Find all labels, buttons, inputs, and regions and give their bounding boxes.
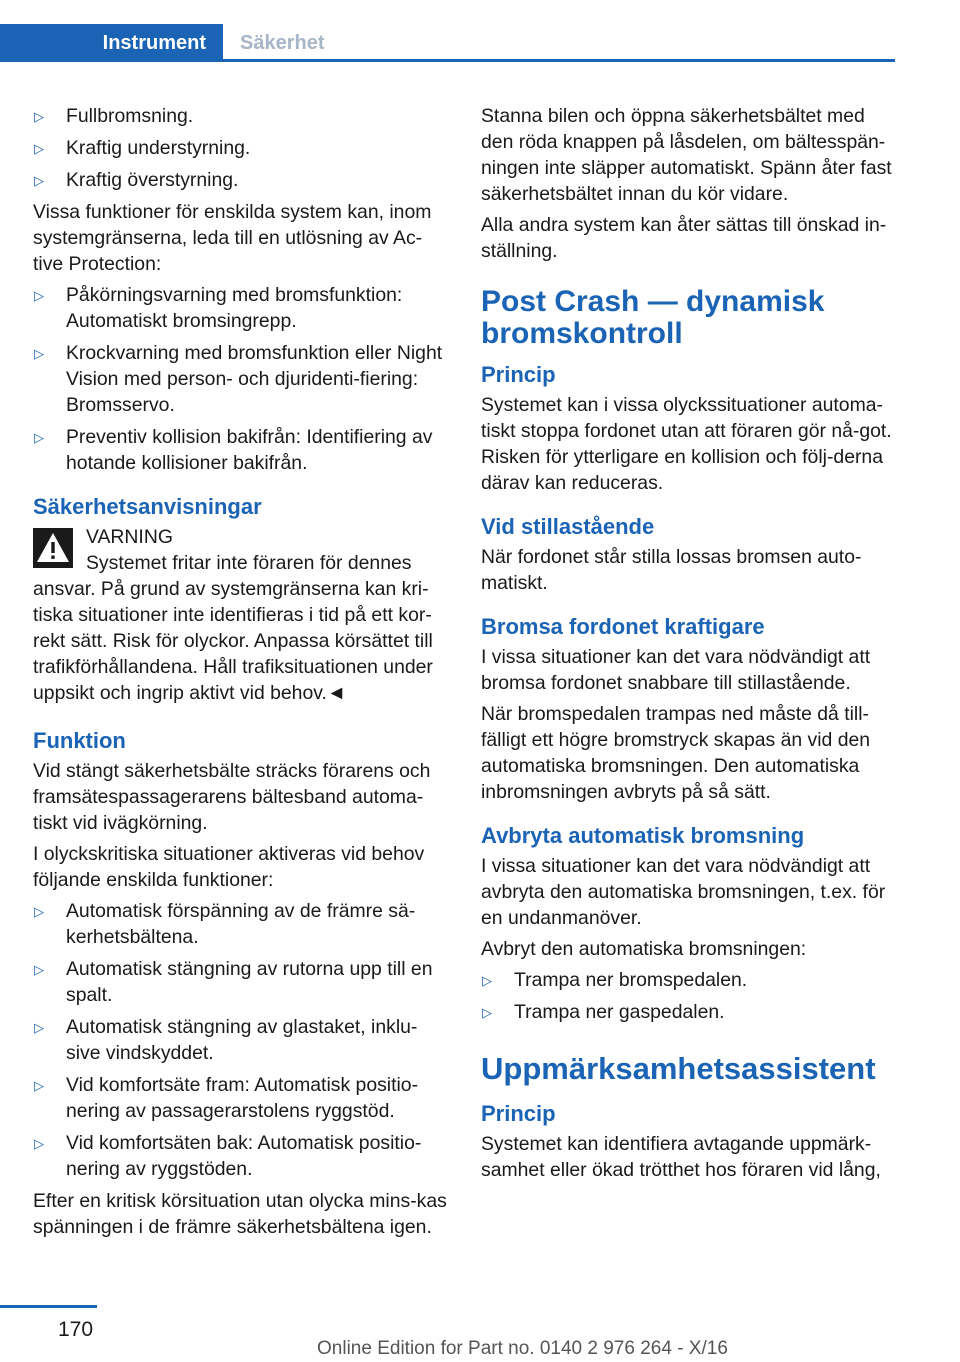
warning-title: VARNING <box>86 526 173 548</box>
edition-note: Online Edition for Part no. 0140 2 976 264 - X/16 <box>317 1338 728 1359</box>
right-column <box>481 103 896 1188</box>
triangle-bullet-icon: ▷ <box>34 1078 44 1093</box>
heading-post-crash: Post Crash — dynamisk bromskontroll <box>481 285 825 350</box>
bullet-list-abort <box>481 967 896 1025</box>
warning-block <box>33 524 448 706</box>
paragraph: Vid stängt säkerhetsbälte sträcks förarens och framsätespassagerarens bältesband automa‐tiskt vid ivägkörning. <box>33 760 431 834</box>
bullet-list-braking <box>33 103 448 193</box>
paragraph: Systemet kan i vissa olyckssituationer automa‐tiskt stoppa fordonet utan att föraren gör nå‐got. Risken för ytterligare en kollision och följ‐derna därav kan reduceras. <box>481 394 892 494</box>
list-item: ▷ Vid komfortsäten bak: Automatisk positio‐nering av ryggstöden. <box>34 1132 422 1180</box>
heading-principle: Princip <box>481 1101 556 1126</box>
list-item: ▷ Automatisk förspänning av de främre sä‐kerhetsbältena. <box>34 900 416 948</box>
left-column <box>33 103 448 1245</box>
heading-safety-notes: Säkerhetsanvisningar <box>33 494 262 519</box>
list-item: ▷ Kraftig överstyrning. <box>33 167 448 193</box>
paragraph: Efter en kritisk körsituation utan olycka mins‐kas spänningen i de främre säkerhetsbältena igen. <box>33 1190 447 1238</box>
list-item: ▷ Krockvarning med bromsfunktion eller Night Vision med person- och djuridenti‐fiering: Bromsservo. <box>34 342 443 416</box>
paragraph: Avbryt den automatiska bromsningen: <box>481 938 807 960</box>
paragraph: Alla andra system kan åter sättas till önskad in‐ställning. <box>481 214 887 262</box>
triangle-bullet-icon: ▷ <box>34 141 44 156</box>
heading-attention-assistant: Uppmärksamhetsassistent <box>481 1051 876 1086</box>
warning-triangle-icon <box>33 528 73 568</box>
header-rule <box>0 59 895 62</box>
heading-function: Funktion <box>33 728 126 753</box>
heading-brake-harder: Bromsa fordonet kraftigare <box>481 614 765 639</box>
paragraph: Vissa funktioner för enskilda system kan, inom systemgränserna, leda till en utlösning av Ac‐tive Protection: <box>33 201 432 275</box>
triangle-bullet-icon: ▷ <box>34 1136 44 1151</box>
paragraph: Systemet kan identifiera avtagande uppmärk‐samhet eller ökad trötthet hos föraren vid lång, <box>481 1133 881 1181</box>
tab-instrument: Instrument <box>0 24 223 62</box>
heading-standstill: Vid stillastående <box>481 514 655 539</box>
list-item: ▷ Kraftig understyrning. <box>33 135 448 161</box>
list-item: ▷ Vid komfortsäte fram: Automatisk positio‐nering av passagerarstolens ryggstöd. <box>34 1074 419 1122</box>
page-header <box>0 24 895 62</box>
triangle-bullet-icon: ▷ <box>34 109 44 124</box>
triangle-bullet-icon: ▷ <box>34 430 44 445</box>
list-item: ▷ Påkörningsvarning med bromsfunktion: Automatiskt bromsingrepp. <box>34 284 403 332</box>
triangle-bullet-icon: ▷ <box>482 1005 492 1020</box>
bullet-list-functions <box>33 898 448 1182</box>
paragraph: I vissa situationer kan det vara nödvändigt att avbryta den automatiska bromsningen, t.ex. för en undanmanöver. <box>481 855 886 929</box>
warning-text: Systemet fritar inte föraren för dennes ansvar. På grund av systemgränserna kan kri‐tiska situationer inte identifieras i tid på ett kor‐rekt sätt. Risk för olyckor. Anpassa körsättet till trafikförhållandena. Håll trafiksituationen under uppsikt och ingrip aktivt vid behov.◄ <box>33 552 433 704</box>
list-item: ▷ Automatisk stängning av glastaket, inklu‐sive vindskyddet. <box>34 1016 418 1064</box>
list-item: ▷ Preventiv kollision bakifrån: Identifiering av hotande kollisioner bakifrån. <box>34 426 433 474</box>
paragraph: Stanna bilen och öppna säkerhetsbältet med den röda knappen på låsdelen, om bältesspän‐ningen inte släpper automatiskt. Spänn åter fast säkerhetsbältet innan du kör vidare. <box>481 105 892 205</box>
paragraph: När bromspedalen trampas ned måste då till‐fälligt ett högre bromstryck skapas än vid den automatiska bromsningen. Den automatiska inbromsningen avbryts på så sätt. <box>481 703 871 803</box>
tab-sakerhet: Säkerhet <box>240 31 325 54</box>
list-item: ▷ Trampa ner gaspedalen. <box>481 999 896 1025</box>
heading-principle: Princip <box>481 362 556 387</box>
paragraph: I olyckskritiska situationer aktiveras vid behov följande enskilda funktioner: <box>33 843 425 891</box>
triangle-bullet-icon: ▷ <box>482 973 492 988</box>
paragraph: I vissa situationer kan det vara nödvändigt att bromsa fordonet snabbare till stillastående. <box>481 646 871 694</box>
triangle-bullet-icon: ▷ <box>34 962 44 977</box>
triangle-bullet-icon: ▷ <box>34 173 44 188</box>
heading-abort-braking: Avbryta automatisk bromsning <box>481 823 805 848</box>
list-item: ▷ Automatisk stängning av rutorna upp till en spalt. <box>34 958 433 1006</box>
triangle-bullet-icon: ▷ <box>34 288 44 303</box>
list-item: ▷ Trampa ner bromspedalen. <box>481 967 896 993</box>
triangle-bullet-icon: ▷ <box>34 1020 44 1035</box>
list-item: ▷ Fullbromsning. <box>33 103 448 129</box>
page-number: 170 <box>58 1318 94 1341</box>
footer-rule <box>0 1305 97 1308</box>
paragraph: När fordonet står stilla lossas bromsen auto‐matiskt. <box>481 546 862 594</box>
triangle-bullet-icon: ▷ <box>34 346 44 361</box>
triangle-bullet-icon: ▷ <box>34 904 44 919</box>
bullet-list-triggers <box>33 282 448 476</box>
